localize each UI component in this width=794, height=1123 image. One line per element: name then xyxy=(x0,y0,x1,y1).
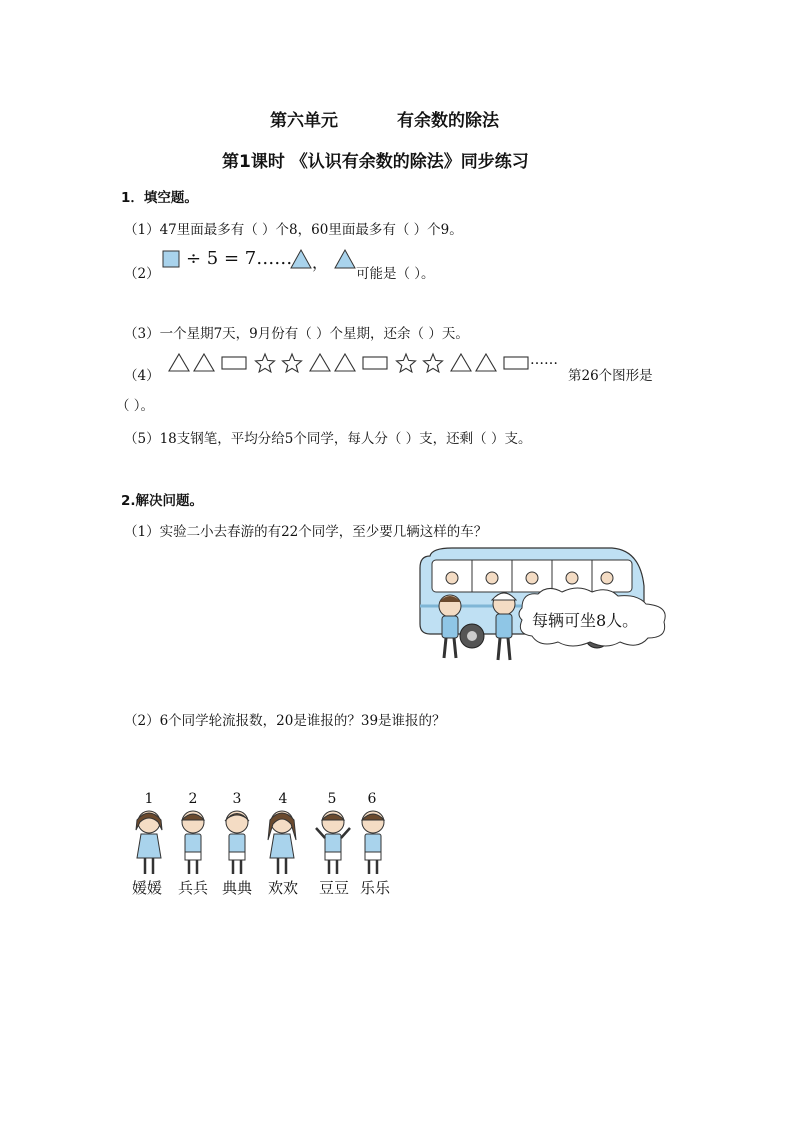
kid-figure xyxy=(492,593,516,660)
seq-star xyxy=(397,354,416,372)
kid-name: 媛媛 xyxy=(131,879,162,897)
section1-heading: 1．填空题。 xyxy=(121,190,198,206)
question-1-4-tail: 第26个图形是 xyxy=(568,368,653,384)
square-icon xyxy=(162,250,180,268)
seq-triangle xyxy=(310,354,330,371)
kid-number: 1 xyxy=(144,791,154,807)
seq-rectangle xyxy=(363,357,387,369)
kid-number: 5 xyxy=(327,791,337,807)
problem-2-1: （1）实验二小去春游的有22个同学，至少要几辆这样的车？ xyxy=(124,524,488,540)
question-1-2-label: （2） xyxy=(124,266,160,282)
seq-triangle xyxy=(335,354,355,371)
question-1-4-blank: （ ）。 xyxy=(116,398,155,414)
question-1-2-comma: ， xyxy=(312,253,329,272)
kid-name: 典典 xyxy=(221,879,252,897)
seq-star xyxy=(283,354,302,372)
unit-title: 第六单元 xyxy=(270,111,338,131)
triangle-icon-2 xyxy=(334,249,356,269)
unit-subtitle: 有余数的除法 xyxy=(397,111,499,131)
bus-speech-bubble: 每辆可坐8人。 xyxy=(532,611,639,630)
problem-2-2: （2）6个同学轮流报数，20是谁报的？39是谁报的？ xyxy=(124,713,446,729)
question-1-4-ellipsis: …… xyxy=(530,352,558,368)
seq-star xyxy=(424,354,443,372)
kid-name: 兵兵 xyxy=(177,879,208,897)
seq-triangle xyxy=(169,354,189,371)
bus-illustration xyxy=(412,546,677,666)
triangle-icon xyxy=(290,249,312,269)
kids-illustration xyxy=(128,806,398,878)
seq-star xyxy=(256,354,275,372)
question-1-3: （3）一个星期7天，9月份有（ ）个星期，还余（ ）天。 xyxy=(124,326,469,342)
seq-rectangle xyxy=(504,357,528,369)
section2-heading: 2.解决问题。 xyxy=(121,493,204,509)
question-1-2-tail: 可能是（ ）。 xyxy=(356,266,435,282)
kid-name: 乐乐 xyxy=(359,879,390,897)
kid-number: 6 xyxy=(367,791,377,807)
lesson-title: 第1课时 《认识有余数的除法》同步练习 xyxy=(222,152,529,172)
kid-name: 欢欢 xyxy=(267,879,298,897)
seq-triangle xyxy=(194,354,214,371)
seq-triangle xyxy=(476,354,496,371)
question-1-4-label: （4） xyxy=(124,368,160,384)
kid-number: 2 xyxy=(188,791,198,807)
seq-rectangle xyxy=(222,357,246,369)
question-1-1: （1）47里面最多有（ ）个8，60里面最多有（ ）个9。 xyxy=(124,222,463,238)
question-1-5: （5）18支钢笔，平均分给5个同学，每人分（ ）支，还剩（ ）支。 xyxy=(124,431,532,447)
question-1-2-equation: ÷ 5 = 7…… xyxy=(186,248,293,269)
shape-sequence xyxy=(168,352,568,374)
seq-triangle xyxy=(451,354,471,371)
kid-figure xyxy=(439,595,461,658)
kid-number: 4 xyxy=(278,791,288,807)
kid-number: 3 xyxy=(232,791,242,807)
kid-name: 豆豆 xyxy=(318,879,349,897)
